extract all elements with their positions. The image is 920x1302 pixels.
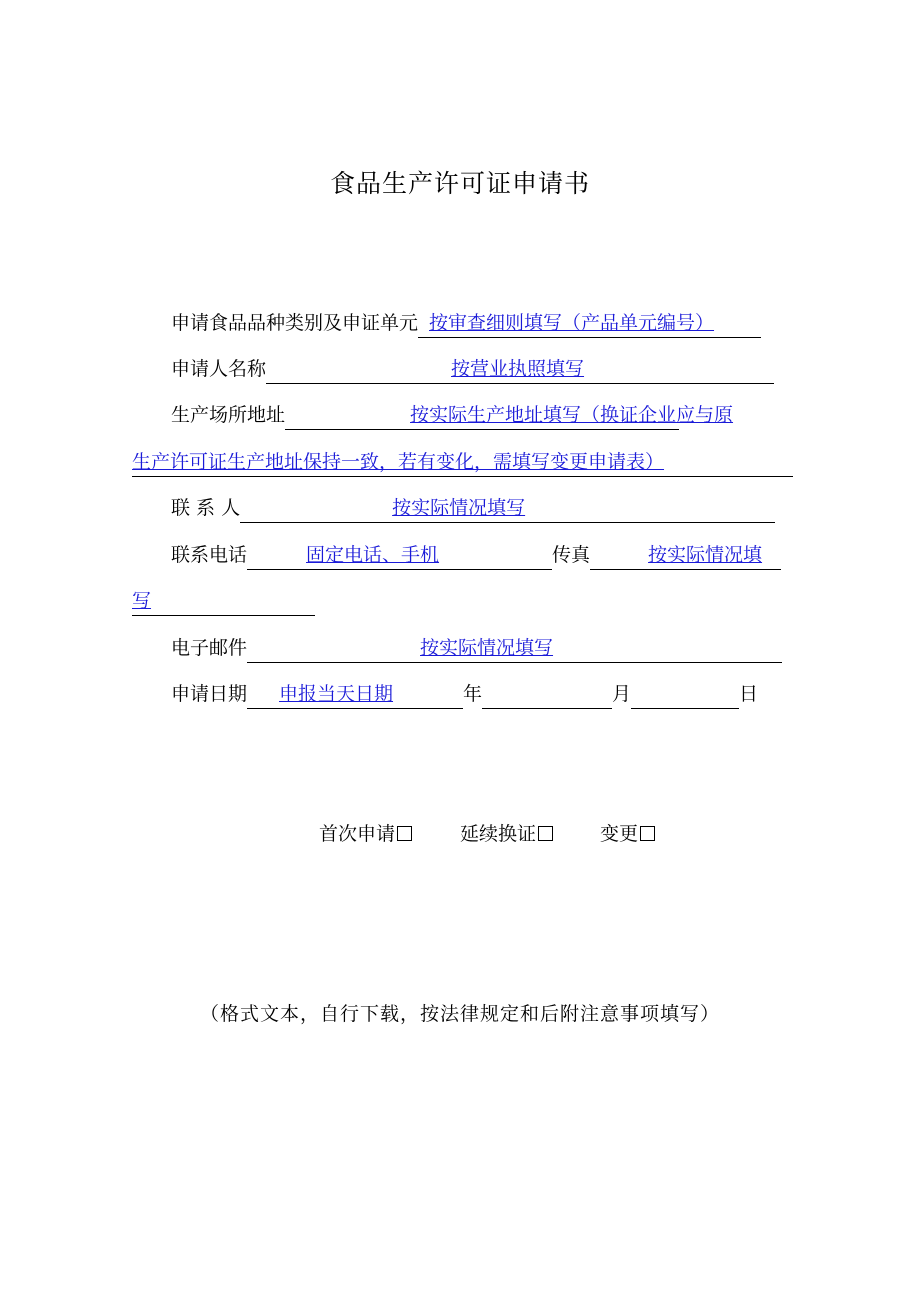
field-fax-cont <box>132 586 315 616</box>
day-label: 日 <box>739 683 759 705</box>
category-value: 按审查细则填写（产品单元编号） <box>429 312 715 334</box>
fax-input-cont[interactable] <box>132 588 315 616</box>
month-input[interactable] <box>482 681 612 709</box>
change-box[interactable] <box>640 826 655 841</box>
field-date <box>171 679 758 709</box>
field-address-cont <box>132 447 793 477</box>
change-label: 变更 <box>600 823 639 845</box>
checkbox-renewal[interactable] <box>460 818 553 850</box>
date-input[interactable] <box>247 681 463 709</box>
category-input[interactable] <box>418 310 761 338</box>
address-input[interactable] <box>285 402 734 430</box>
field-category <box>171 308 761 338</box>
field-applicant <box>171 354 774 384</box>
format-note: （格式文本，自行下载，按法律规定和后附注意事项填写） <box>199 1003 720 1025</box>
address-value-line2: 生产许可证生产地址保持一致，若有变化，需填写变更申请表） <box>132 451 665 473</box>
email-input[interactable] <box>247 635 782 663</box>
renewal-box[interactable] <box>538 826 553 841</box>
field-contact <box>171 493 775 523</box>
application-type-group <box>0 818 920 850</box>
first-application-label: 首次申请 <box>319 823 396 845</box>
checkbox-first-application[interactable] <box>319 818 412 850</box>
phone-value: 固定电话、手机 <box>306 544 440 566</box>
date-label: 申请日期 <box>171 683 248 705</box>
fax-label: 传真 <box>552 544 591 566</box>
applicant-input[interactable] <box>266 356 774 384</box>
page-title: 食品生产许可证申请书 <box>329 169 590 198</box>
field-email <box>171 633 782 663</box>
day-input[interactable] <box>631 681 739 709</box>
applicant-label: 申请人名称 <box>171 358 267 380</box>
checkbox-change[interactable] <box>600 818 655 850</box>
phone-input[interactable] <box>247 542 552 570</box>
field-phone <box>171 540 781 570</box>
contact-input[interactable] <box>240 495 775 523</box>
fax-value-line1: 按实际情况填 <box>648 544 763 566</box>
email-label: 电子邮件 <box>171 637 248 659</box>
year-label: 年 <box>463 683 483 705</box>
address-value-line1: 按实际生产地址填写（换证企业应与原 <box>410 404 734 426</box>
field-address <box>171 400 734 430</box>
category-label: 申请食品品种类别及申证单元 <box>171 312 419 334</box>
date-value: 申报当天日期 <box>279 683 394 705</box>
fax-value-line2: 写 <box>132 590 152 612</box>
fax-input[interactable] <box>590 542 781 570</box>
first-application-box[interactable] <box>397 826 412 841</box>
renewal-label: 延续换证 <box>460 823 537 845</box>
address-label: 生产场所地址 <box>171 404 286 426</box>
contact-value: 按实际情况填写 <box>392 497 526 519</box>
month-label: 月 <box>612 683 632 705</box>
contact-label: 联 系 人 <box>171 497 241 519</box>
address-input-cont[interactable] <box>132 449 793 477</box>
applicant-value: 按营业执照填写 <box>451 358 585 380</box>
email-value: 按实际情况填写 <box>420 637 554 659</box>
phone-label: 联系电话 <box>171 544 248 566</box>
